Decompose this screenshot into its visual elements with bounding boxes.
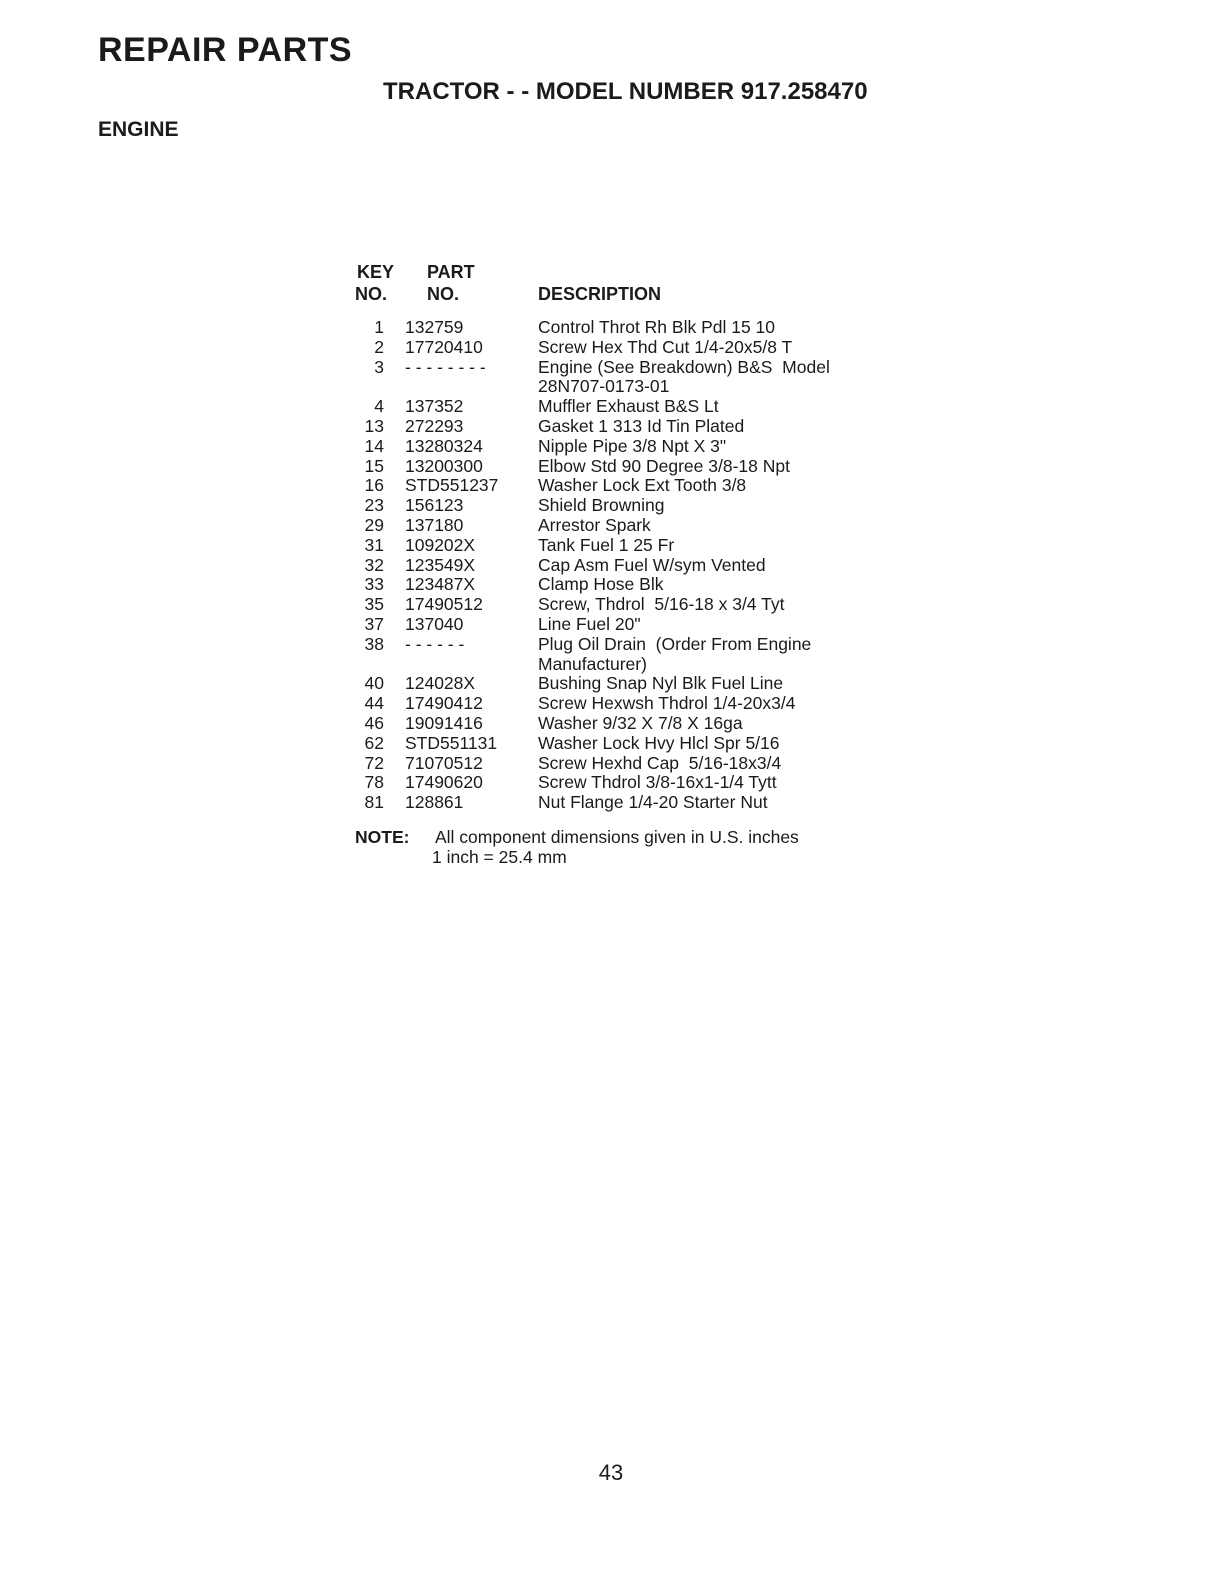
part-number: - - - - - -: [405, 633, 465, 654]
table-row: [355, 338, 915, 358]
table-row: [355, 516, 915, 536]
part-number: 13200300: [405, 455, 483, 476]
table-row: [355, 318, 915, 338]
table-row: [355, 358, 915, 398]
table-row: [355, 615, 915, 635]
part-description: Screw Hexwsh Thdrol 1/4-20x3/4: [538, 693, 796, 714]
key-number: 40: [364, 673, 384, 694]
page-title: REPAIR PARTS: [98, 31, 353, 69]
part-number: 71070512: [405, 752, 483, 773]
key-number: 78: [364, 772, 384, 793]
part-description: Cap Asm Fuel W/sym Vented: [538, 554, 766, 575]
part-number: 128861: [405, 792, 464, 813]
part-number: 132759: [405, 317, 464, 337]
note-label: NOTE:: [355, 827, 410, 847]
part-number: 17490512: [405, 594, 483, 615]
table-row: [355, 437, 915, 457]
key-header-line2: NO.: [355, 284, 388, 304]
key-number: 15: [364, 455, 384, 476]
table-row: [355, 793, 915, 813]
part-description: Screw Thdrol 3/8-16x1-1/4 Tytt: [538, 772, 777, 793]
key-number: 44: [364, 693, 384, 714]
key-number: 37: [364, 613, 384, 634]
part-description: Washer Lock Hvy Hlcl Spr 5/16: [538, 732, 780, 753]
key-number: 35: [364, 594, 384, 615]
part-header-line1: PART: [427, 262, 475, 282]
part-description: Screw, Thdrol 5/16-18 x 3/4 Tyt: [538, 594, 785, 615]
part-description: Line Fuel 20": [538, 613, 641, 634]
note-conversion: 1 inch = 25.4 mm: [432, 847, 567, 867]
key-number: 32: [364, 554, 384, 575]
key-header-line1: KEY: [357, 262, 395, 282]
page-number: 43: [598, 1460, 624, 1485]
table-row: [355, 694, 915, 714]
part-number: 17490620: [405, 772, 483, 793]
table-row: [355, 575, 915, 595]
key-number: 72: [364, 752, 384, 773]
description-header: DESCRIPTION: [538, 284, 662, 304]
key-number: 2: [374, 336, 384, 357]
table-row: [355, 476, 915, 496]
part-description: Control Throt Rh Blk Pdl 15 10: [538, 317, 776, 337]
part-number: 13280324: [405, 435, 483, 456]
key-number: 14: [364, 435, 384, 456]
key-number: 46: [364, 712, 384, 733]
part-description: Elbow Std 90 Degree 3/8-18 Npt: [538, 455, 790, 476]
table-row: [355, 397, 915, 417]
key-number: 33: [364, 574, 384, 595]
part-description: Clamp Hose Blk: [538, 574, 664, 595]
part-number: 17720410: [405, 336, 483, 357]
table-row: [355, 754, 915, 774]
table-body: [355, 318, 915, 813]
key-number: 3: [374, 356, 384, 377]
table-row: [355, 496, 915, 516]
table-row: [355, 635, 915, 675]
part-number: - - - - - - - -: [405, 356, 486, 377]
part-description: Nut Flange 1/4-20 Starter Nut: [538, 792, 768, 813]
model-subtitle: TRACTOR - - MODEL NUMBER 917.258470: [383, 78, 868, 105]
part-number: 123487X: [405, 574, 476, 595]
table-row: [355, 556, 915, 576]
part-description: Washer Lock Ext Tooth 3/8: [538, 475, 747, 496]
part-description: Washer 9/32 X 7/8 X 16ga: [538, 712, 743, 733]
table-row: [355, 536, 915, 556]
table-row: [355, 417, 915, 437]
key-number: 31: [364, 534, 384, 555]
part-number: 124028X: [405, 673, 476, 694]
part-description: Muffler Exhaust B&S Lt: [538, 396, 719, 417]
part-number: 156123: [405, 495, 464, 516]
key-number: 81: [364, 792, 384, 813]
note-text: All component dimensions given in U.S. inches: [435, 827, 799, 847]
part-number: 17490412: [405, 693, 483, 714]
section-heading: ENGINE: [98, 118, 179, 141]
key-number: 23: [364, 495, 384, 516]
key-number: 16: [364, 475, 384, 496]
part-description: Bushing Snap Nyl Blk Fuel Line: [538, 673, 784, 694]
part-number: STD551131: [405, 732, 498, 753]
part-description: Screw Hex Thd Cut 1/4-20x5/8 T: [538, 336, 793, 357]
part-number: 109202X: [405, 534, 476, 555]
key-number: 38: [364, 633, 384, 654]
part-number: STD551237: [405, 475, 499, 496]
part-description: Arrestor Spark: [538, 514, 651, 535]
parts-table: [355, 262, 915, 813]
part-description: Shield Browning: [538, 495, 665, 516]
part-description: Engine (See Breakdown) B&S Model 28N707-0173-01: [538, 356, 830, 397]
part-description: Plug Oil Drain (Order From Engine Manufacturer): [538, 633, 812, 674]
key-number: 62: [364, 732, 384, 753]
key-number: 13: [364, 415, 384, 436]
key-number: 1: [374, 317, 384, 337]
part-description: Gasket 1 313 Id Tin Plated: [538, 415, 745, 436]
key-number: 29: [364, 514, 384, 535]
table-row: [355, 674, 915, 694]
part-description: Screw Hexhd Cap 5/16-18x3/4: [538, 752, 782, 773]
key-number: 4: [374, 396, 384, 417]
part-header-line2: NO.: [427, 284, 460, 304]
table-row: [355, 457, 915, 477]
table-row: [355, 714, 915, 734]
table-header: [355, 262, 915, 318]
part-number: 137040: [405, 613, 464, 634]
part-number: 137352: [405, 396, 464, 417]
part-number: 137180: [405, 514, 464, 535]
part-number: 272293: [405, 415, 464, 436]
table-row: [355, 773, 915, 793]
table-row: [355, 734, 915, 754]
part-description: Nipple Pipe 3/8 Npt X 3": [538, 435, 727, 456]
part-number: 123549X: [405, 554, 476, 575]
table-row: [355, 595, 915, 615]
part-description: Tank Fuel 1 25 Fr: [538, 534, 675, 555]
part-number: 19091416: [405, 712, 483, 733]
